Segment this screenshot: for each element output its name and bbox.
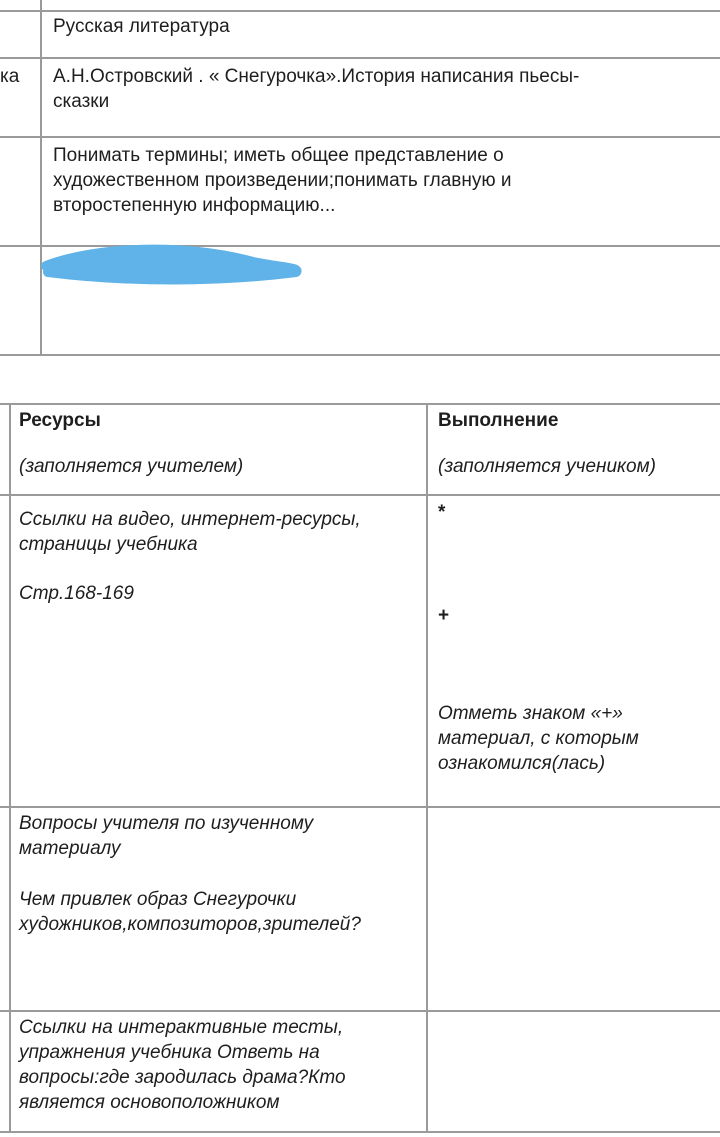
bottom-table-bottom-border: [0, 1131, 720, 1133]
star-mark: *: [438, 502, 446, 523]
mark-instruction: Отметь знаком «+» материал, с которым ознакомился(лась): [438, 703, 639, 774]
bottom-table-left-border: [9, 403, 11, 1133]
resources-note: (заполняется учителем): [19, 456, 244, 477]
bottom-table-row2-rule: [0, 1010, 720, 1012]
teacher-question: Чем привлек образ Снегурочки художников,композиторов,зрителей?: [19, 889, 361, 935]
top-table-rule-5: [0, 354, 720, 356]
redaction-scribble: [38, 240, 308, 290]
learning-goals: Понимать термины; иметь общее представление о художественном произведении;понимать главную и второстепенную информацию...: [53, 145, 512, 216]
resource-links: Ссылки на видео, интернет-ресурсы, страницы учебника: [19, 509, 361, 555]
execution-header: Выполнение: [438, 410, 559, 431]
textbook-pages: Стр.168-169: [19, 583, 134, 604]
plus-mark: +: [438, 605, 450, 626]
top-table-rule-1: [0, 10, 720, 12]
resources-header: Ресурсы: [19, 410, 101, 431]
bottom-table-mid-divider: [426, 403, 428, 1133]
section-title: Русская литература: [53, 16, 230, 37]
row-label-fragment: ка: [0, 66, 20, 87]
top-table-rule-3: [0, 136, 720, 138]
interactive-tests-text: Ссылки на интерактивные тесты, упражнения учебника Ответь на вопросы:где зародилась драма?Кто является основоположником: [19, 1017, 346, 1113]
bottom-table-top-border: [0, 403, 720, 405]
top-table-rule-2: [0, 57, 720, 59]
lesson-topic: А.Н.Островский . « Снегурочка».История написания пьесы- сказки: [53, 66, 580, 112]
execution-note: (заполняется учеником): [438, 456, 656, 477]
bottom-table-header-rule: [0, 494, 720, 496]
bottom-table-row1-rule: [0, 806, 720, 808]
top-table-left-border: [40, 0, 42, 356]
teacher-questions-title: Вопросы учителя по изученному материалу: [19, 813, 314, 859]
